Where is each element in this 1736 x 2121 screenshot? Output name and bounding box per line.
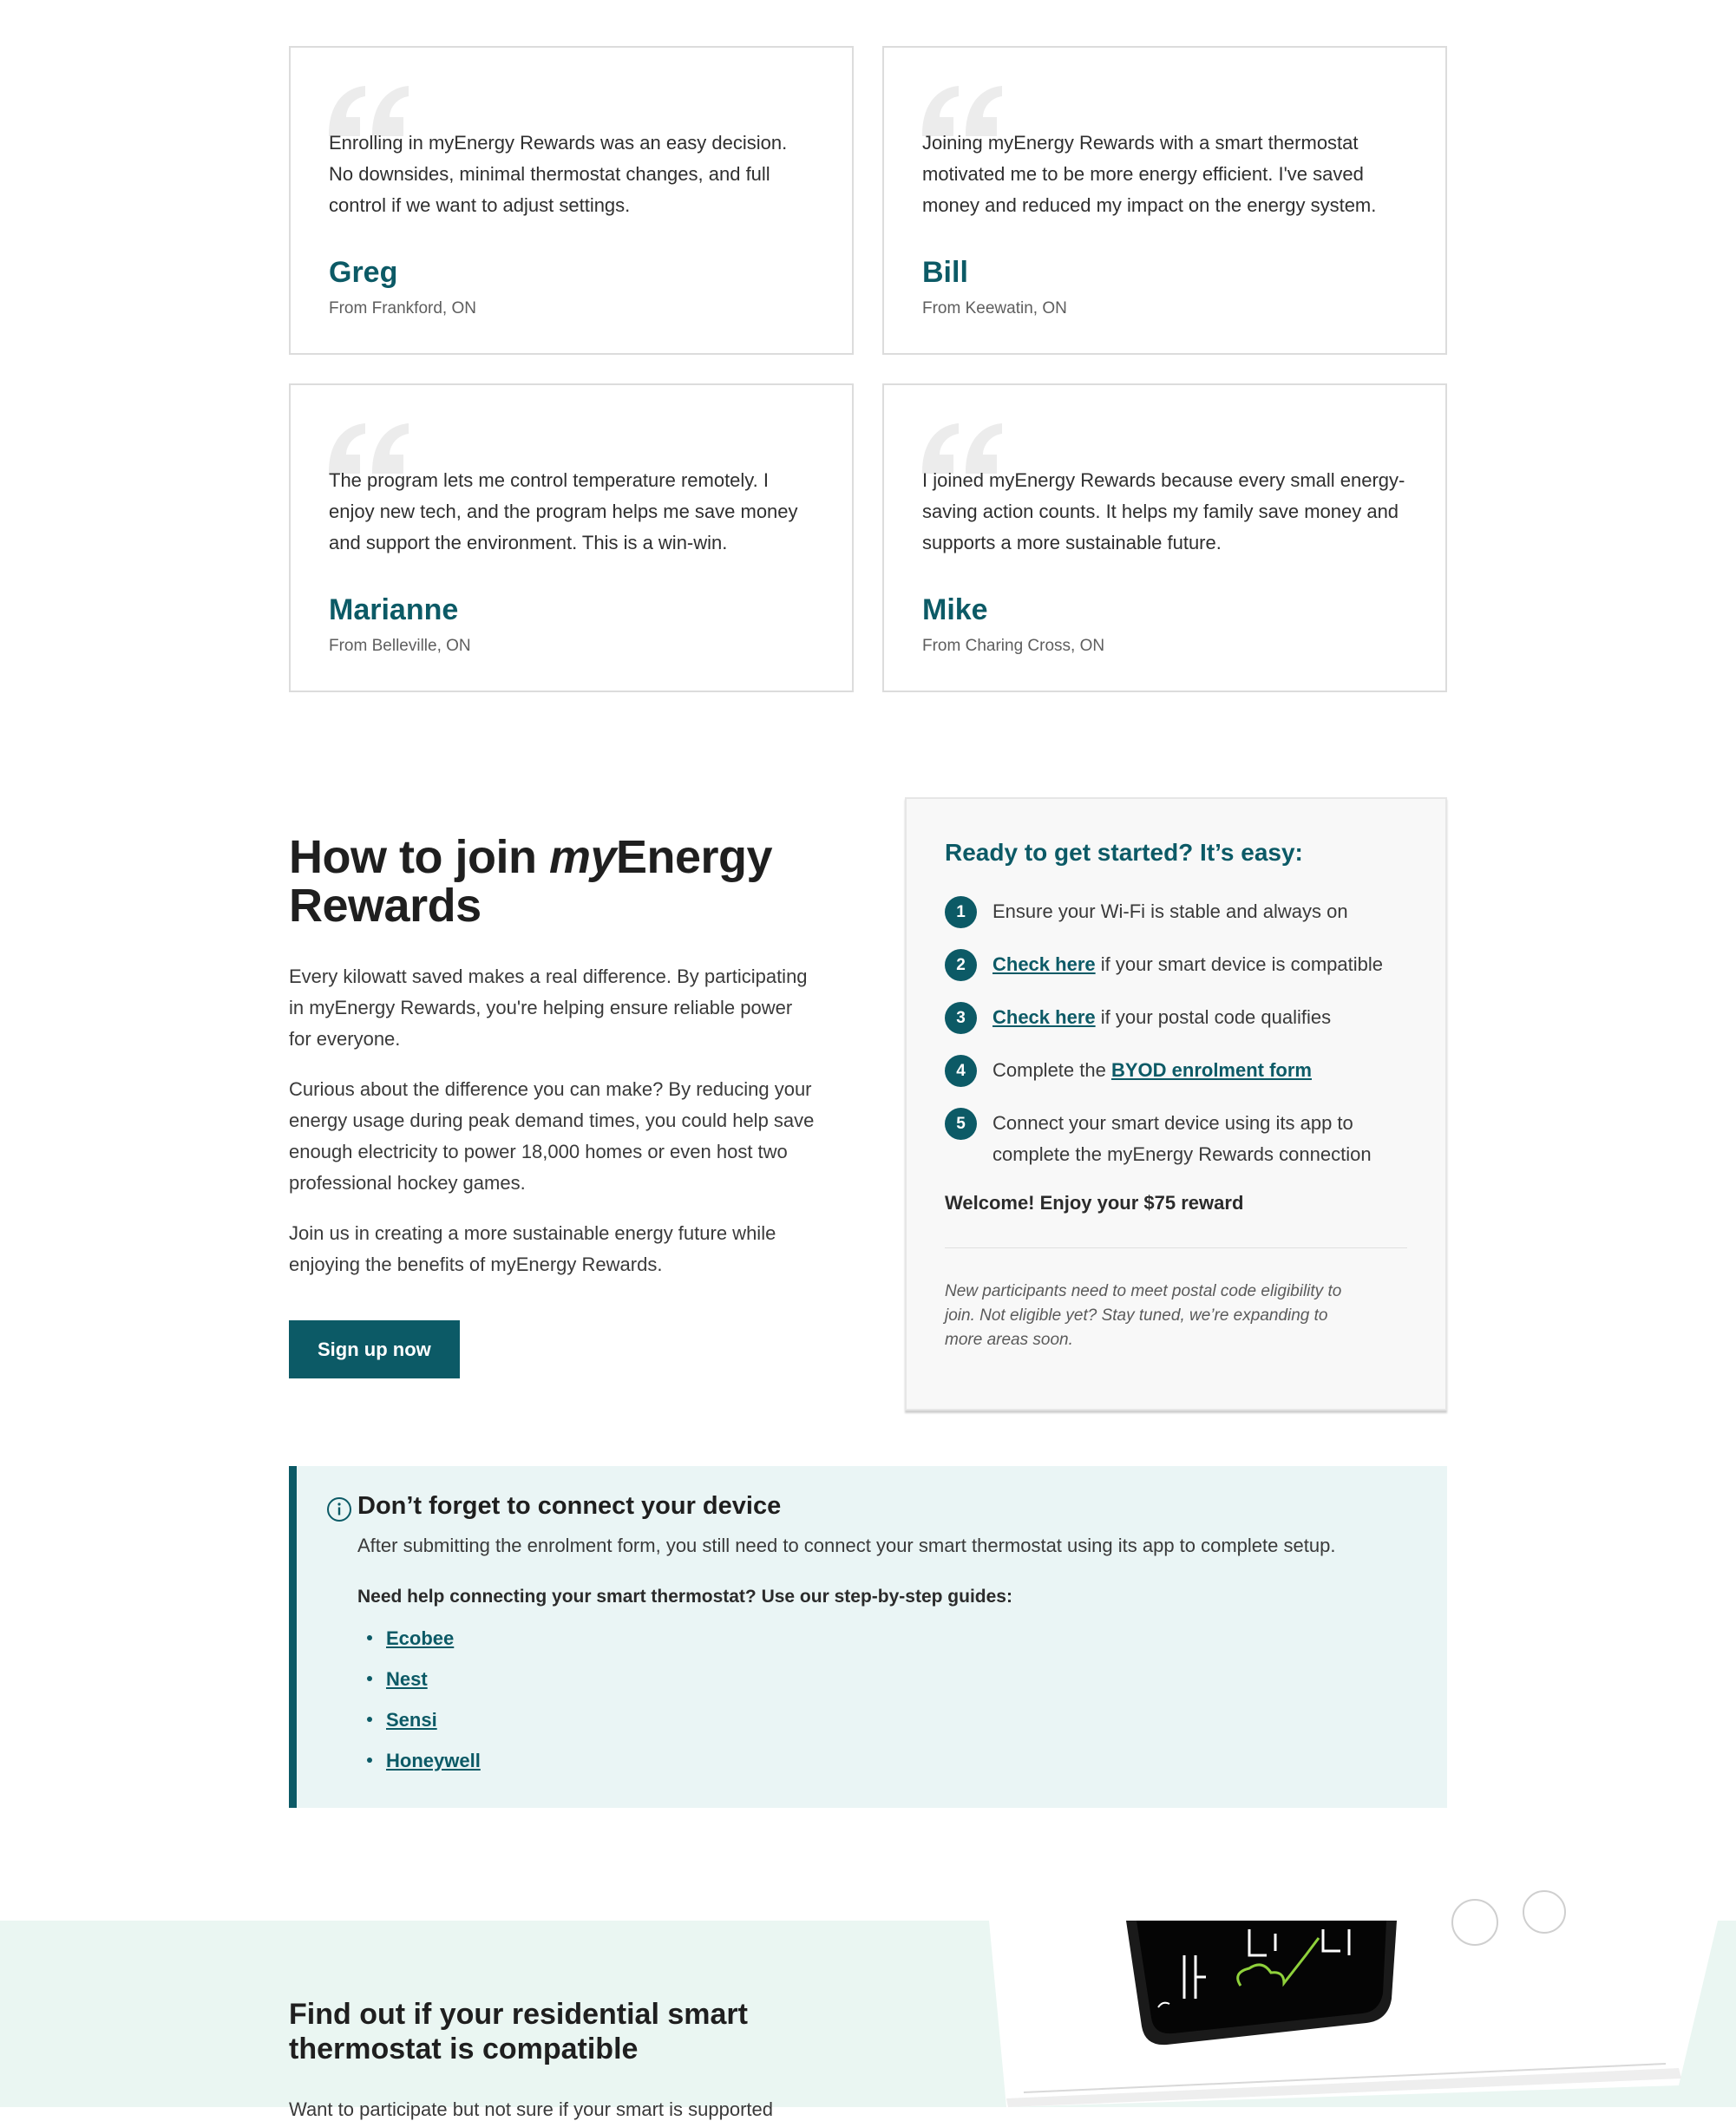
step-text: if your smart device is compatible	[1095, 953, 1383, 975]
guide-item	[357, 1701, 1447, 1742]
step-item	[945, 896, 1407, 927]
steps-list	[945, 896, 1407, 1170]
testimonial-name: Mike	[922, 593, 988, 626]
how-to-join-title	[289, 833, 818, 930]
step-number: 3	[945, 1002, 977, 1034]
thermostat-image	[972, 1921, 1736, 2107]
step-text: Complete the	[992, 1059, 1111, 1081]
step-number: 5	[945, 1108, 977, 1140]
steps-title: Ready to get started? It’s easy:	[945, 839, 1303, 866]
join-paragraph: Join us in creating a more sustainable energy future while enjoying the benefits of myEnergy Rewards.	[289, 1222, 776, 1275]
welcome-reward-text: Welcome! Enjoy your $75 reward	[945, 1192, 1244, 1214]
compatibility-text: Want to participate but not sure if your smart is supported	[289, 2098, 774, 2120]
connect-device-notice	[289, 1466, 1447, 1808]
step-text: if your postal code qualifies	[1095, 1006, 1332, 1028]
check-device-link[interactable]: Check here	[992, 953, 1096, 975]
step-item	[945, 1055, 1407, 1086]
bullet-icon	[367, 1676, 372, 1681]
nest-guide-link[interactable]: Nest	[386, 1668, 428, 1690]
notice-title: Don’t forget to connect your device	[357, 1492, 782, 1520]
guide-item	[357, 1660, 1447, 1701]
guide-item	[357, 1742, 1447, 1783]
testimonial-location: From Charing Cross, ON	[922, 637, 1105, 655]
testimonial-name: Greg	[329, 256, 398, 289]
guides-list	[357, 1620, 1447, 1783]
steps-card	[905, 797, 1447, 1411]
sign-up-button[interactable]: Sign up now	[289, 1320, 460, 1378]
notice-text: After submitting the enrolment form, you still need to connect your smart thermostat using its app to complete setup.	[357, 1535, 1336, 1556]
testimonial-text: Joining myEnergy Rewards with a smart thermostat motivated me to be more energy efficient. I've saved money and reduced my impact on the energy system.	[922, 132, 1377, 216]
sensi-guide-link[interactable]: Sensi	[386, 1709, 437, 1731]
step-item	[945, 1108, 1407, 1170]
bullet-icon	[367, 1717, 372, 1722]
guide-item	[357, 1620, 1447, 1660]
byod-enrolment-form-link[interactable]: BYOD enrolment form	[1110, 1059, 1312, 1081]
title-part-italic: my	[548, 831, 616, 883]
testimonial-text: The program lets me control temperature remotely. I enjoy new tech, and the program helps me save money and support the environment. This is a win-win.	[329, 469, 798, 553]
step-text: Ensure your Wi-Fi is stable and always on	[992, 900, 1348, 922]
testimonial-name: Marianne	[329, 593, 459, 626]
step-text: Connect your smart device using its app to complete the myEnergy Rewards connection	[992, 1112, 1372, 1165]
compatibility-section	[0, 1921, 1736, 2120]
testimonial-text: I joined myEnergy Rewards because every small energy-saving action counts. It helps my family save money and supports a more sustainable future.	[922, 469, 1405, 553]
divider	[945, 1247, 1407, 1248]
step-item	[945, 949, 1407, 980]
join-paragraph: Every kilowatt saved makes a real difference. By participating in myEnergy Rewards, you're helping ensure reliable power for everyone.	[289, 966, 808, 1050]
testimonial-card	[882, 383, 1447, 692]
compatibility-title: Find out if your residential smart thermostat is compatible	[289, 1998, 748, 2065]
info-icon	[326, 1496, 352, 1522]
testimonial-location: From Keewatin, ON	[922, 299, 1067, 317]
testimonial-name: Bill	[922, 256, 968, 289]
honeywell-guide-link[interactable]: Honeywell	[386, 1750, 481, 1771]
step-item	[945, 1002, 1407, 1033]
title-part: Energy Rewards	[289, 831, 773, 932]
testimonial-location: From Belleville, ON	[329, 637, 471, 655]
bullet-icon	[367, 1758, 372, 1763]
ecobee-guide-link[interactable]: Ecobee	[386, 1627, 455, 1649]
guides-heading: Need help connecting your smart thermostat? Use our step-by-step guides:	[357, 1587, 1012, 1607]
step-number: 2	[945, 949, 977, 981]
testimonial-card	[289, 46, 854, 355]
testimonial-card	[289, 383, 854, 692]
join-paragraph: Curious about the difference you can make? By reducing your energy usage during peak demand times, you could help save enough electricity to power 18,000 homes or even host two professional hockey games.	[289, 1078, 815, 1194]
step-number: 4	[945, 1055, 977, 1087]
testimonial-card	[882, 46, 1447, 355]
bullet-icon	[367, 1635, 372, 1640]
eligibility-note: New participants need to meet postal code eligibility to join. Not eligible yet? Stay tuned, we’re expanding to more areas soon.	[945, 1282, 1342, 1349]
testimonial-location: From Frankford, ON	[329, 299, 476, 317]
how-to-join-section	[289, 833, 818, 1378]
check-postal-code-link[interactable]: Check here	[992, 1006, 1096, 1028]
title-part: How to join	[289, 831, 549, 883]
step-number: 1	[945, 896, 977, 928]
testimonial-text: Enrolling in myEnergy Rewards was an easy decision. No downsides, minimal thermostat changes, and full control if we want to adjust settings.	[329, 132, 788, 216]
